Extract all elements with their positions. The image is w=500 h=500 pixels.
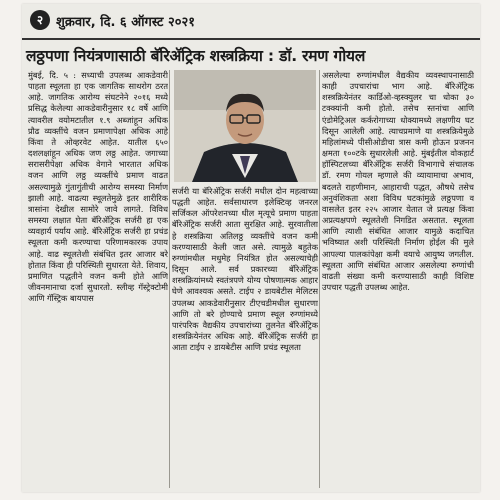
column-text: सर्जरी या बॅरिॲट्रिक सर्जरी मधील दोन महत्वाच्या पद्धती आहेत. सर्वसाधारण इलेक्टिव्ह जनरल सर्जिकल ऑपरेशनच्या धील मृत्यूचे प्रमाण पाहता बॅरिॲट्रिक सर्जरी आता सुरक्षित आहे. सुरवातीला हे शस्त्रक्रिया अतिलठ्ठ व्यक्तींचे वजन कमी करण्यासाठी केली जात असे. त्यामुळे बहुतेक रुग्णांमधील मधुमेह नियंत्रित होत असल्याचेही दिसून आले. सर्व प्रकारच्या बॅरिॲट्रिक शस्त्रक्रियांमध्ये स्वतंत्रपणे योग्य पोषणात्मक आहार घेणे आवश्यक असते. टाईप २ डायबेटीस मेलिटस उपलब्ध आकडेवारीनुसार टीएचडीमधील सुधारणा आणि तो बरे होण्याचे प्रमाण स्थूल रुग्णांमध्ये पारंपरिक वैद्यकीय उपचारांच्या तुलनेत बॅरिॲट्रिक शस्त्रक्रियेनंतर अधिक आहे. बॅरिॲट्रिक सर्जरी हा आता टाईप २ डायबेटीस आणि प्रचंड स्थूलता — [172, 186, 318, 353]
article-column-right — [322, 70, 474, 490]
article-column-left — [28, 70, 168, 490]
column-text: असलेल्या रुग्णांमधील वैद्यकीय व्यवस्थापनासाठी काही उपचारांचा भाग आहे. बॅरिॲट्रिक शस्त्रक्रियेनंतर कार्डिओ-व्हस्क्युलर चा धोका ३० टक्क्यांनी कमी होतो. तसेच स्तनांचा आणि एंडोमेट्रिअल कर्करोगाच्या धोक्यामध्ये लक्षणीय घट दिसून आलेली आहे. त्याचप्रमाणे या शस्त्रक्रियेमुळे महिलांमध्ये पीसीओडीचा त्रास कमी होऊन प्रजनन क्षमता १००टके सुधारलेली आहे. मुंबईतील वोकहार्ट हॉस्पिटलच्या बॅरिॲट्रिक सर्जरी विभागाचे संचालक डॉ. रमण गोयल म्हणाले की व्यायामाचा अभाव, बदलते राहणीमान, आहाराची पद्धत, औषधे तसेच अनुवंशिकता अशा विविध घटकांमुळे लठ्ठपणा व वासलेत इतर २२५ आजार येतात जे प्रत्यक्ष किंवा अप्रत्यक्षपणे स्थूलतेशी निगडित असतात. स्थूलता आणि त्याशी संबंधित आजार यामुळे कदाचित भविष्यात अशी परिस्थिती निर्माण होईल की मुले आपल्या पालकांपेक्षा कमी वयाचे आयुष्य जगतील. स्थूलता आणि संबंधित आजार असलेल्या रुग्णांची वाढती संख्या कमी करण्यासाठी काही विशिष्ट उपचार पद्धती उपलब्ध आहेत. — [322, 70, 474, 292]
column-divider — [319, 70, 320, 488]
article-column-middle — [172, 186, 318, 490]
article-headline: लठ्ठपणा नियंत्रणासाठी बॅरिॲट्रिक शस्त्रक्रिया : डॉ. रमण गोयल — [26, 47, 366, 65]
dateline: शुक्रवार, दि. ६ ऑगस्ट २०२१ — [56, 15, 196, 30]
portrait-photo-icon — [174, 70, 316, 182]
newspaper-page — [22, 4, 480, 492]
column-text: मुंबई, दि. ५ : सध्याची उपलब्ध आकडेवारी पाहता स्थूलता हा एक जागतिक साथरोग ठरत आहे. जागतिक आरोग्य संघटनेने २०१६ मध्ये प्रसिद्ध केलेल्या आकडेवारीनुसार १८ वर्षे आणि त्यावरील वयोमटातील १.९ अब्जांहून अधिक प्रौढ व्यक्तींचे वजन प्रमाणापेक्षा अधिक आहे किंवा ते ओव्हरवेट आहेत. यातील ६५० दशलक्षांहून अधिक जण लठ्ठ आहेत. जगाच्या सरासरीपेक्षा अधिक वेगाने भारतात अधिक वजन आणि लठ्ठ व्यक्तींचे प्रमाण वाढत असल्यामुळे गुंतागुंतीची आरोग्य समस्या निर्माण झाली आहे. वाढत्या स्थूलतेमुळे इतर शारीरिक त्रासांना देखील सामोरे जावे लागते. विविध समस्या लक्षात घेता बॅरिॲट्रिक सर्जरी हा एक व्यवहार्य पर्याय आहे. बॅरिॲट्रिक सर्जरी हा प्रचंड स्थूलता कमी करण्याचा परिणामकारक उपाय आहे. वाढ स्थूलतेशी संबंधित इतर आजार बरे होतात किंवा ही परिस्थिती सुधारता येते. शिवाय, प्रमाणित पद्धतीने वजन कमी होते आणि जीवनमानाचा दर्जा सुधारतो. स्लीव्ह गॅस्ट्रेक्टोमी आणि गॅस्ट्रिक बायपास — [28, 70, 168, 304]
page-header — [22, 4, 480, 40]
column-divider — [169, 70, 170, 488]
page-number: २ — [30, 10, 50, 30]
